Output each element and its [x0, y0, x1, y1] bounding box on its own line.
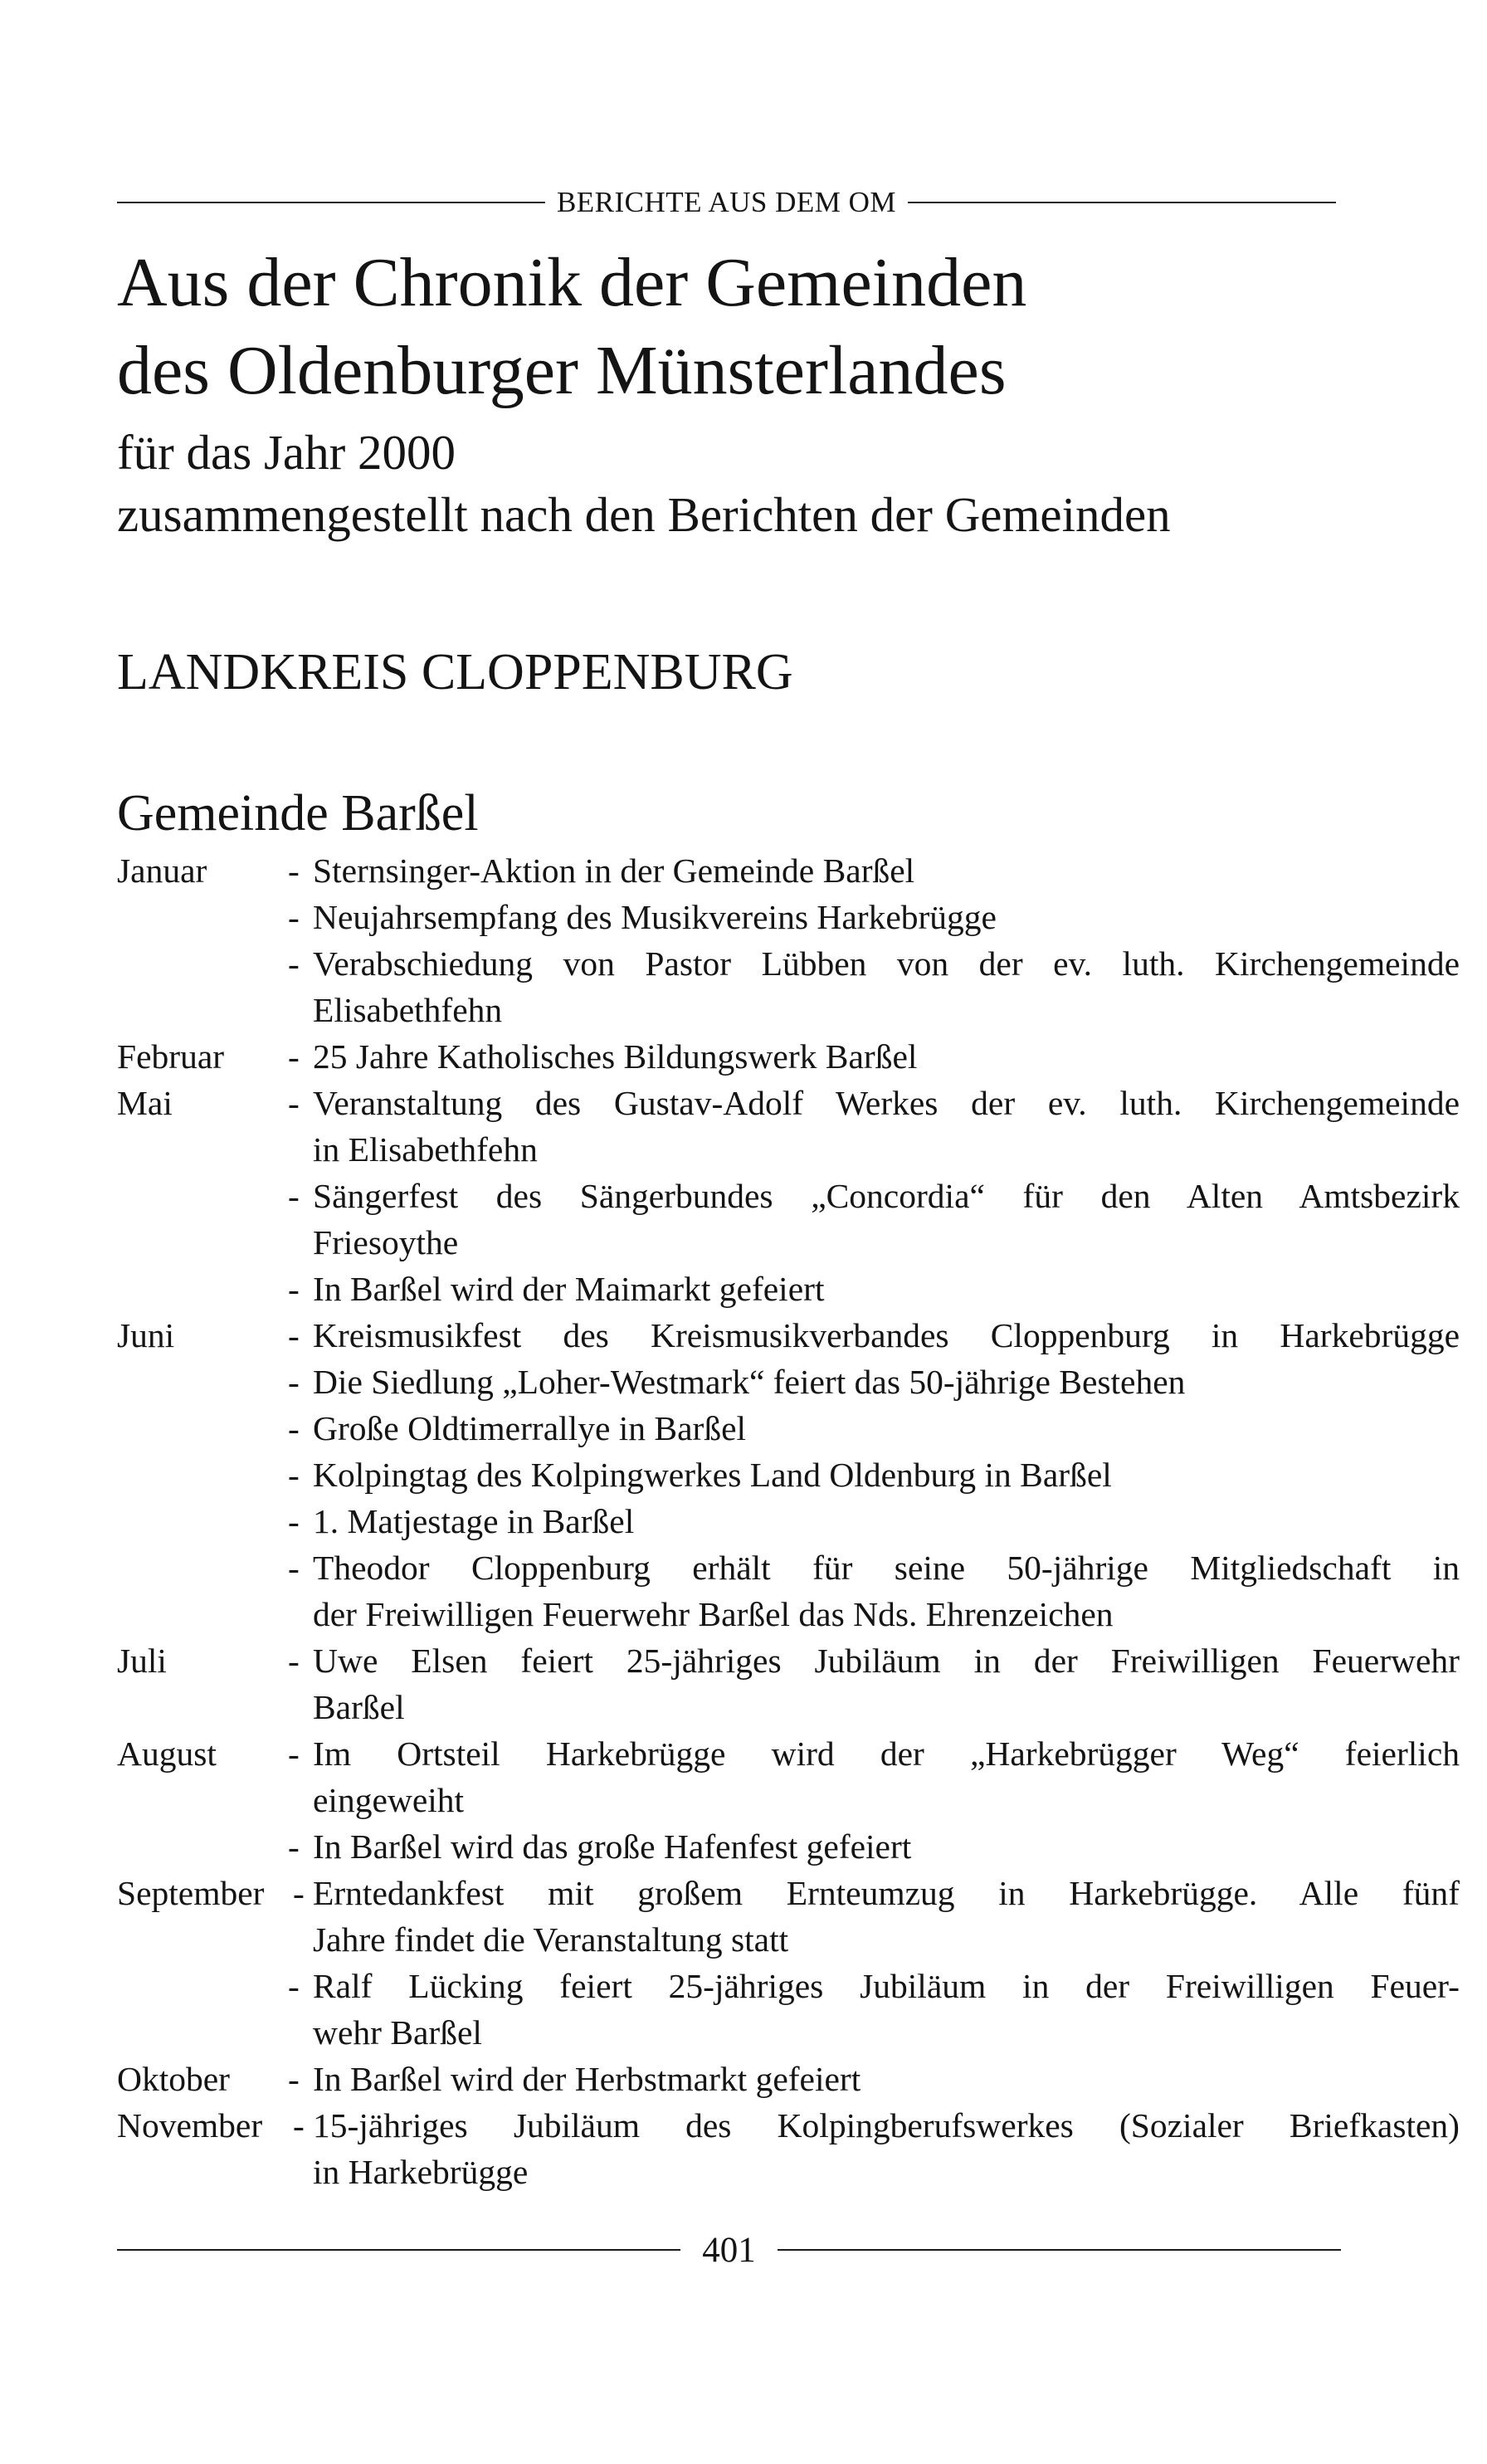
entry-text: Sternsinger-Aktion in der Gemeinde Barßel	[313, 851, 915, 890]
entry-bullet: -	[288, 1270, 300, 1308]
entry-bullet: -	[288, 1502, 300, 1540]
list-item	[117, 1219, 1345, 1266]
entry-month: November	[117, 2106, 263, 2144]
list-item	[117, 1916, 1345, 1963]
municipality-heading: Gemeinde Barßel	[117, 785, 479, 842]
running-header-label: BERICHTE AUS DEM OM	[556, 186, 897, 218]
page-title	[117, 239, 1362, 415]
list-item	[117, 1080, 1460, 1126]
entry-bullet: -	[288, 1735, 300, 1773]
header-rule-left	[117, 202, 545, 203]
entry-text: 15-jähriges Jubiläum des Kolpingberufswerkes (Sozialer Briefkasten)	[313, 2106, 1460, 2144]
entry-text: der Freiwilligen Feuerwehr Barßel das Nds. Ehrenzeichen	[313, 1595, 1114, 1633]
entry-text: Die Siedlung „Loher-Westmark“ feiert das 50-jährige Bestehen	[313, 1363, 1186, 1401]
list-item	[117, 1452, 1345, 1498]
list-item	[117, 1730, 1460, 1777]
entry-text: Theodor Cloppenburg erhält für seine 50-jährige Mitgliedschaft in	[313, 1549, 1460, 1587]
list-item	[117, 894, 1345, 940]
page-number: 401	[702, 2230, 756, 2270]
entry-bullet: -	[288, 2060, 300, 2098]
list-item	[117, 1126, 1345, 1173]
list-item	[117, 1266, 1345, 1312]
list-item	[117, 1498, 1345, 1544]
page-footer	[117, 2229, 1341, 2271]
list-item	[117, 1823, 1345, 1870]
footer-rule-left	[117, 2249, 680, 2251]
chronicle-entries	[117, 847, 1460, 2195]
list-item	[117, 940, 1460, 987]
list-item	[117, 1637, 1460, 1684]
list-item	[117, 1033, 1345, 1080]
subtitle-source: zusammengestellt nach den Berichten der Gemeinden	[117, 487, 1171, 542]
entry-bullet: -	[288, 1827, 300, 1866]
entry-bullet: -	[288, 944, 300, 983]
entry-month: September	[117, 1874, 265, 1912]
entry-text: Veranstaltung des Gustav-Adolf Werkes der ev. luth. Kirchengemeinde	[313, 1084, 1460, 1122]
list-item	[117, 1870, 1460, 1916]
entry-bullet: -	[288, 1967, 300, 2005]
entry-bullet: -	[288, 1037, 300, 1076]
entry-bullet: -	[293, 1874, 305, 1912]
entry-text: Jahre findet die Veranstaltung statt	[313, 1920, 789, 1959]
entry-bullet: -	[288, 898, 300, 936]
subtitle-year: für das Jahr 2000	[117, 425, 456, 480]
entry-text: Verabschiedung von Pastor Lübben von der ev. luth. Kirchengemeinde	[313, 944, 1460, 983]
entry-text: Kreismusikfest des Kreismusikverbandes Cloppenburg in Harkebrügge	[313, 1316, 1460, 1354]
list-item	[117, 1405, 1345, 1452]
list-item	[117, 1777, 1345, 1823]
entry-text: Im Ortsteil Harkebrügge wird der „Harkebrügger Weg“ feierlich	[313, 1735, 1460, 1773]
entry-bullet: -	[288, 1456, 300, 1494]
entry-month: Juni	[117, 1316, 175, 1354]
footer-rule-right	[778, 2249, 1341, 2251]
entry-text: 25 Jahre Katholisches Bildungswerk Barßel	[313, 1037, 918, 1076]
list-item	[117, 2056, 1345, 2102]
list-item	[117, 987, 1345, 1033]
entry-text: in Harkebrügge	[313, 2153, 529, 2191]
header-rule-right	[908, 202, 1336, 203]
list-item	[117, 1963, 1460, 2009]
list-item	[117, 2009, 1345, 2056]
entry-bullet: -	[288, 1409, 300, 1447]
list-item	[117, 2149, 1345, 2195]
entry-bullet: -	[288, 1084, 300, 1122]
entry-text: Erntedankfest mit großem Ernteumzug in Harkebrügge. Alle fünf	[313, 1874, 1460, 1912]
title-line-2: des Oldenburger Münsterlandes	[117, 332, 1007, 409]
entry-text: Kolpingtag des Kolpingwerkes Land Oldenburg in Barßel	[313, 1456, 1112, 1494]
entry-text: In Barßel wird das große Hafenfest gefeiert	[313, 1827, 912, 1866]
entry-text: Elisabethfehn	[313, 991, 503, 1029]
entry-month: Februar	[117, 1037, 225, 1076]
entry-month: Juli	[117, 1642, 167, 1680]
entry-bullet: -	[288, 1363, 300, 1401]
entry-text: In Barßel wird der Maimarkt gefeiert	[313, 1270, 825, 1308]
list-item	[117, 1591, 1345, 1637]
running-header	[117, 184, 1336, 221]
entry-bullet: -	[288, 1316, 300, 1354]
entry-text: 1. Matjestage in Barßel	[313, 1502, 635, 1540]
list-item	[117, 1544, 1460, 1591]
entry-bullet: -	[288, 1549, 300, 1587]
title-line-1: Aus der Chronik der Gemeinden	[117, 244, 1027, 321]
entry-text: eingeweiht	[313, 1781, 465, 1819]
entry-text: Große Oldtimerrallye in Barßel	[313, 1409, 747, 1447]
entry-text: Friesoythe	[313, 1223, 459, 1261]
entry-text: Uwe Elsen feiert 25-jähriges Jubiläum in der Freiwilligen Feuerwehr	[313, 1642, 1460, 1680]
entry-month: Januar	[117, 851, 207, 890]
district-heading: LANDKREIS CLOPPENBURG	[117, 644, 793, 700]
list-item	[117, 1359, 1345, 1405]
entry-month: Oktober	[117, 2060, 230, 2098]
list-item	[117, 1173, 1460, 1219]
list-item	[117, 1312, 1460, 1359]
entry-text: Barßel	[313, 1688, 405, 1726]
entry-text: In Barßel wird der Herbstmarkt gefeiert	[313, 2060, 861, 2098]
entry-bullet: -	[293, 2106, 305, 2144]
entry-text: wehr Barßel	[313, 2013, 482, 2052]
entry-bullet: -	[288, 1177, 300, 1215]
entry-bullet: -	[288, 851, 300, 890]
list-item	[117, 2102, 1460, 2149]
entry-text: Ralf Lücking feiert 25-jähriges Jubiläum in der Freiwilligen Feuer-	[313, 1967, 1460, 2005]
list-item	[117, 847, 1345, 894]
entry-month: Mai	[117, 1084, 173, 1122]
entry-text: Neujahrsempfang des Musikvereins Harkebrügge	[313, 898, 997, 936]
entry-bullet: -	[288, 1642, 300, 1680]
entry-text: Sängerfest des Sängerbundes „Concordia“ für den Alten Amtsbezirk	[313, 1177, 1460, 1215]
list-item	[117, 1684, 1345, 1730]
entry-month: August	[117, 1735, 217, 1773]
entry-text: in Elisabethfehn	[313, 1130, 538, 1169]
